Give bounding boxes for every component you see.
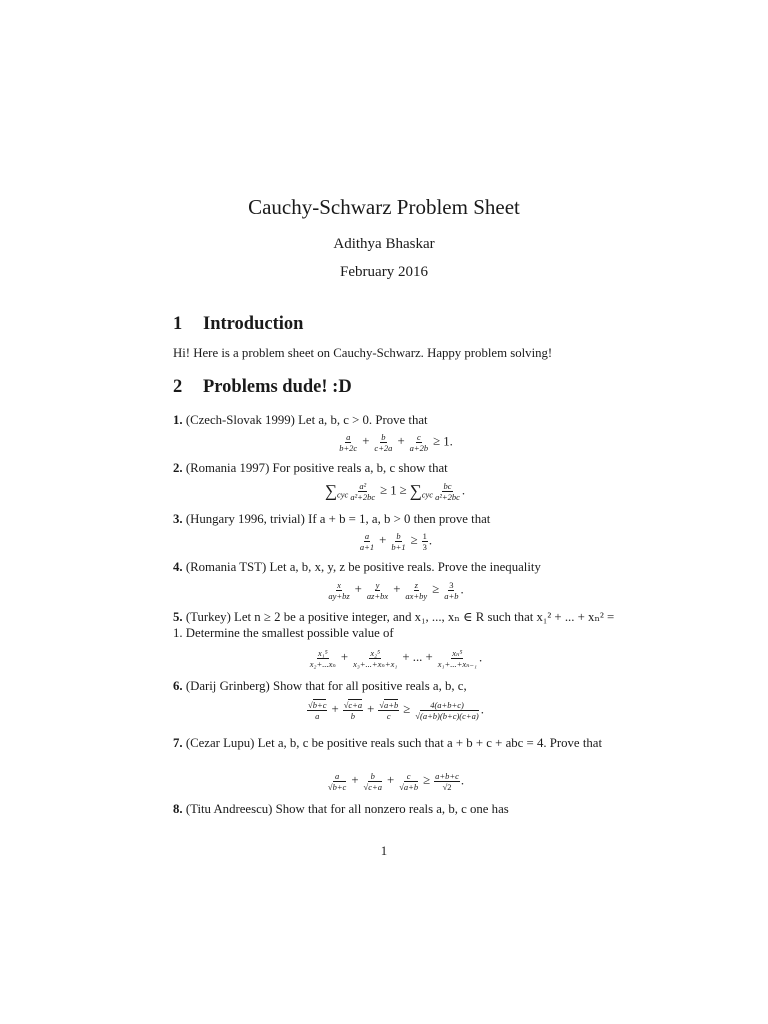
problem-7 — [173, 735, 617, 751]
problem-label: 1. — [173, 413, 183, 427]
page-number: 1 — [380, 844, 388, 858]
problem-text: (Romania TST) Let a, b, x, y, z be positive reals. Prove the inequality — [185, 560, 541, 574]
intro-paragraph: Hi! Here is a problem sheet on Cauchy-Schwarz. Happy problem solving! — [173, 346, 553, 360]
problem-text: (Hungary 1996, trivial) If a + b = 1, a, b > 0 then prove that — [185, 512, 491, 526]
section-heading-problems — [173, 377, 352, 398]
problem-4-formula: $\frac{x}{ay+bz}$ + $\frac{y}{az+bx}$ + $\frac{z}{ax+by}$ ≥ $\frac{3}{a+b}$ . — [328, 580, 464, 601]
problem-text: (Cezar Lupu) Let a, b, c be positive reals such that a + b + c + abc = 4. Prove that — [185, 736, 603, 750]
problem-3-formula: $\frac{a}{a+1}$ + $\frac{b}{b+1}$ ≥ $\frac{1}{3}$ . — [359, 531, 433, 552]
problem-label: 2. — [173, 461, 183, 475]
document-title: Cauchy-Schwarz Problem Sheet — [248, 195, 520, 219]
problem-text: (Darij Grinberg) Show that for all positive reals a, b, c, — [185, 679, 467, 693]
section-heading-introduction — [173, 314, 303, 335]
problem-6 — [173, 678, 617, 694]
section-title: Introduction — [203, 314, 304, 334]
problem-5 — [173, 609, 617, 641]
problem-text: (Romania 1997) For positive reals a, b, c show that — [185, 461, 448, 475]
problem-text: (Turkey) Let n ≥ 2 be a positive integer, and x₁, ..., xₙ ∈ R such that x₁² + ... + xₙ² = 1. Determine the smallest possible value of — [173, 610, 615, 640]
problem-label: 5. — [173, 610, 183, 624]
section-title: Problems dude! :D — [203, 377, 352, 397]
problem-text: (Titu Andreescu) Show that for all nonzero reals a, b, c one has — [185, 802, 509, 816]
problem-4 — [173, 559, 617, 575]
problem-2-formula: $\sum_{cyc}$ $\frac{\text{a²}}{\text{a²+2bc}}$ ≥ $1 \ge \sum_{cyc}$ $\frac{bc}{\text{a²+2bc}}$ . — [324, 481, 466, 502]
problem-3 — [173, 511, 617, 527]
problem-label: 6. — [173, 679, 183, 693]
problem-label: 4. — [173, 560, 183, 574]
problem-text: (Czech-Slovak 1999) Let a, b, c > 0. Prove that — [185, 413, 428, 427]
document-author: Adithya Bhaskar — [333, 236, 435, 252]
section-number: 1 — [173, 314, 183, 334]
section-number: 2 — [173, 377, 183, 397]
problem-8 — [173, 801, 617, 817]
problem-label: 7. — [173, 736, 183, 750]
problem-label: 8. — [173, 802, 183, 816]
problem-1 — [173, 412, 617, 428]
problem-label: 3. — [173, 512, 183, 526]
problem-1-formula: $\frac{a}{b+2c}$ + $\frac{b}{c+2a}$ + $\frac{c}{a+2b}$ ≥ 1. — [339, 432, 453, 453]
problem-6-formula: $\frac{√b+c}{a}$ + $\frac{√c+a}{b}$ + $\frac{√a+b}{c}$ ≥ $\frac{4(a+b+c)}{√(a+b)(b+c)(c+a)}$ . — [308, 700, 484, 721]
problem-7-formula: $\frac{a}{√b+c}$ + $\frac{b}{√c+a}$ + $\frac{c}{√a+b}$ ≥ $\frac{a+b+c}{√2}$ . — [327, 771, 465, 792]
problem-5-formula: $\frac{\text{x₁⁵}}{\text{x₂+...xₙ}}$ + $\frac{\text{x₂⁵}}{\text{x₃+...+xₙ+x₁}}$ + ... + $\frac{\text{xₙ⁵}}{\text{x₁+...+xₙ₋₁}}$ . — [309, 648, 483, 669]
problem-2 — [173, 460, 617, 476]
document-date: February 2016 — [340, 264, 428, 280]
